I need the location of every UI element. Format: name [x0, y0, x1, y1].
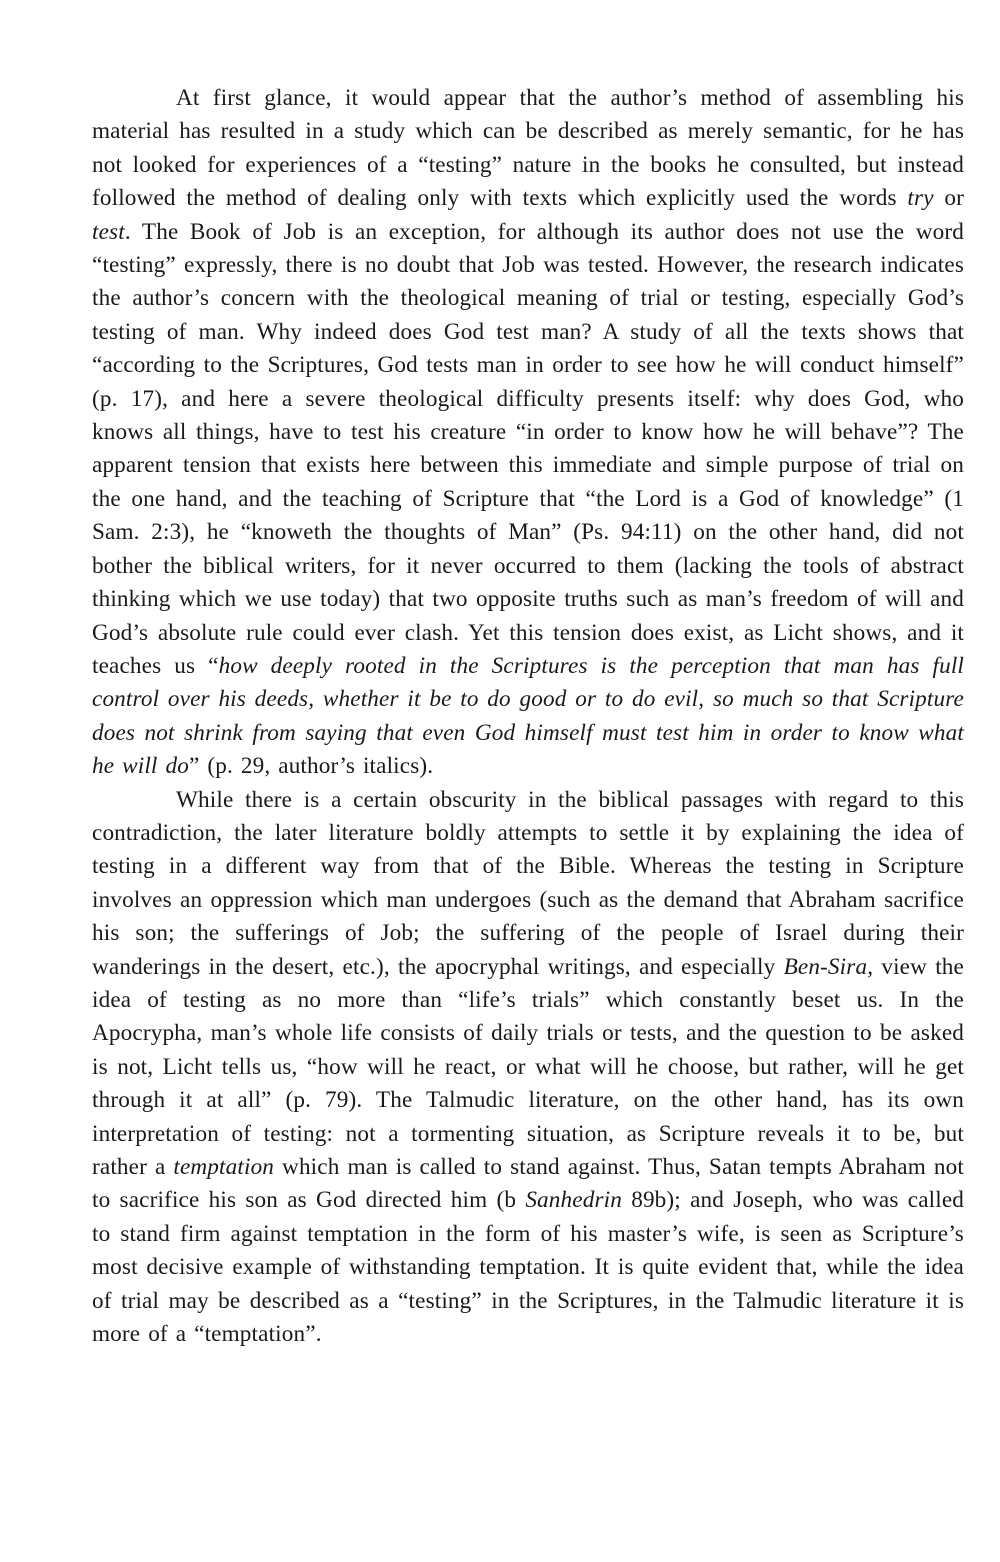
- text-span: or: [933, 185, 964, 212]
- italic-text-span: temptation: [173, 1154, 275, 1180]
- paragraph-1: [92, 82, 964, 784]
- page-body: [92, 82, 964, 1351]
- text-span: While there is a certain obscurity in the biblical passages with regard to this contradiction, the later literature boldly attempts to settle it by explaining the idea of testing in a different way from that of the Bible. Whereas the testing in Scripture involves an oppression which man undergoes (such as the demand that Abraham sacrifice his son; the sufferings of Job; the suffering of the people of Israel during their wanderings in the desert, etc.), the apocryphal writings, and especially: [92, 786, 964, 980]
- text-span: , view the idea of testing as no more than “life’s trials” which constantly beset us. In the Apocrypha, man’s whole life consists of daily trials or tests, and the question to be asked is not, Licht tells us, “how will he react, or what will he choose, but rather, will he get through it at all” (p. 79). The Talmudic literature, on the other hand, has its own interpretation of testing: not a tormenting situation, as Scripture reveals it to be, but rather a: [92, 953, 964, 1180]
- paragraph-2: [92, 784, 964, 1352]
- text-span: At first glance, it would appear that the author’s method of assembling his material has resulted in a study which can be described as merely semantic, for he has not looked for experiences of a “testing” nature in the books he consulted, but instead followed the method of dealing only with texts which explicitly used the words: [92, 85, 964, 212]
- italic-text-span: try: [907, 185, 934, 212]
- italic-text-span: Sanhedrin: [525, 1187, 622, 1214]
- text-span: 89b); and Joseph, who was called to stand firm against temptation in the form of his master’s wife, is seen as Scripture’s most decisive example of withstanding temptation. It is quite evident that, while the idea of trial may be described as a “testing” in the Scriptures, in the Talmudic literature it is more of a “temptation”.: [92, 1187, 965, 1348]
- italic-text-span: Ben-Sira: [783, 953, 868, 980]
- text-span: which man is called to stand against. Thus, Satan tempts Abraham not to sacrifice his son as God directed him (b: [92, 1154, 964, 1214]
- italic-quote-span: how deeply rooted in the Scriptures is the perception that man has full control over his deeds, whether it be to do good or to do evil, so much so that Scripture does not shrink from saying that even God himself must test him in order to know what he will do: [92, 652, 965, 780]
- text-span: . The Book of Job is an exception, for although its author does not use the word “testing” expressly, there is no doubt that Job was tested. However, the research indicates the author’s concern with the theological meaning of trial or testing, especially God’s testing of man. Why indeed does God test man? A study of all the texts shows that “according to the Scriptures, God tests man in order to see how he will conduct himself” (p. 17), and here a severe theological difficulty presents itself: why does God, who knows all things, have to test his creature “in order to know how he will behave”? The apparent tension that exists here between this immediate and simple purpose of trial on the one hand, and the teaching of Scripture that “the Lord is a God of knowledge” (1 Sam. 2:3), he “knoweth the thoughts of Man” (Ps. 94:11) on the other hand, did not bother the biblical writers, for it never occurred to them (lacking the tools of abstract thinking which we use today) that two opposite truths such as man’s freedom of will and God’s absolute rule could ever clash. Yet this tension does exist, as Licht shows, and it teaches us “: [92, 218, 964, 679]
- italic-text-span: test: [92, 218, 125, 245]
- text-span: ” (p. 29, author’s italics).: [188, 753, 434, 780]
